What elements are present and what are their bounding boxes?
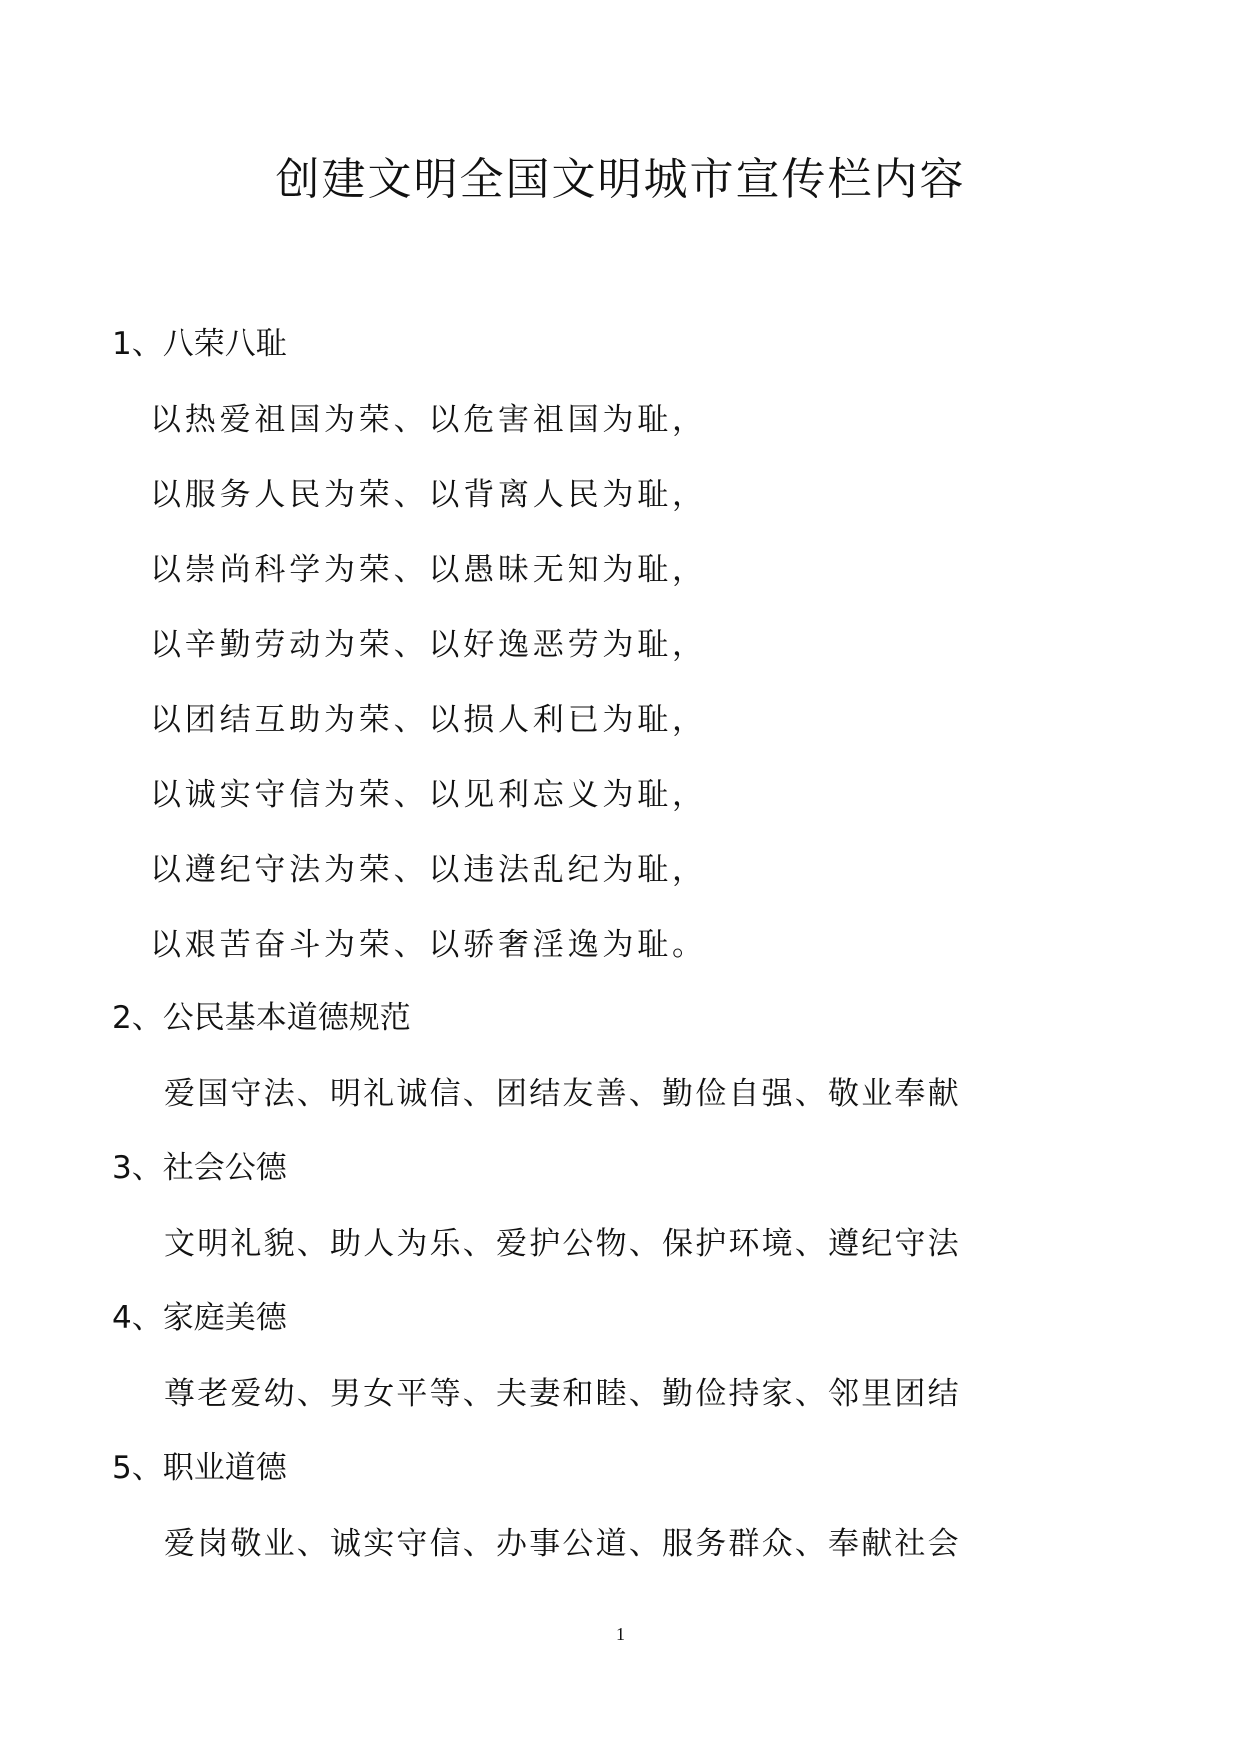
section-heading: 3、社会公德	[112, 1150, 287, 1186]
section-heading: 1、八荣八耻	[112, 326, 287, 362]
section-line: 以辛勤劳动为荣、以好逸恶劳为耻，	[150, 627, 707, 663]
section-line: 以遵纪守法为荣、以违法乱纪为耻，	[150, 852, 707, 888]
section-line: 以团结互助为荣、以损人利已为耻，	[150, 702, 707, 738]
section-line: 以崇尚科学为荣、以愚昧无知为耻，	[150, 552, 707, 588]
section-line: 爱国守法、明礼诚信、团结友善、勤俭自强、敬业奉献	[164, 1076, 961, 1112]
section-line: 以热爱祖国为荣、以危害祖国为耻，	[150, 402, 707, 438]
document-title: 创建文明全国文明城市宣传栏内容	[275, 154, 966, 205]
section-heading: 4、家庭美德	[112, 1300, 287, 1336]
section-line: 以诚实守信为荣、以见利忘义为耻，	[150, 777, 707, 813]
section-line: 文明礼貌、助人为乐、爱护公物、保护环境、遵纪守法	[164, 1226, 961, 1262]
section-line: 以服务人民为荣、以背离人民为耻，	[150, 477, 707, 513]
section-line: 爱岗敬业、诚实守信、办事公道、服务群众、奉献社会	[164, 1526, 961, 1562]
section-line: 以艰苦奋斗为荣、以骄奢淫逸为耻。	[150, 927, 707, 963]
section-heading: 2、公民基本道德规范	[112, 1000, 411, 1036]
section-heading: 5、职业道德	[112, 1450, 287, 1486]
page-number: 1	[616, 1624, 625, 1644]
section-line: 尊老爱幼、男女平等、夫妻和睦、勤俭持家、邻里团结	[164, 1376, 961, 1412]
